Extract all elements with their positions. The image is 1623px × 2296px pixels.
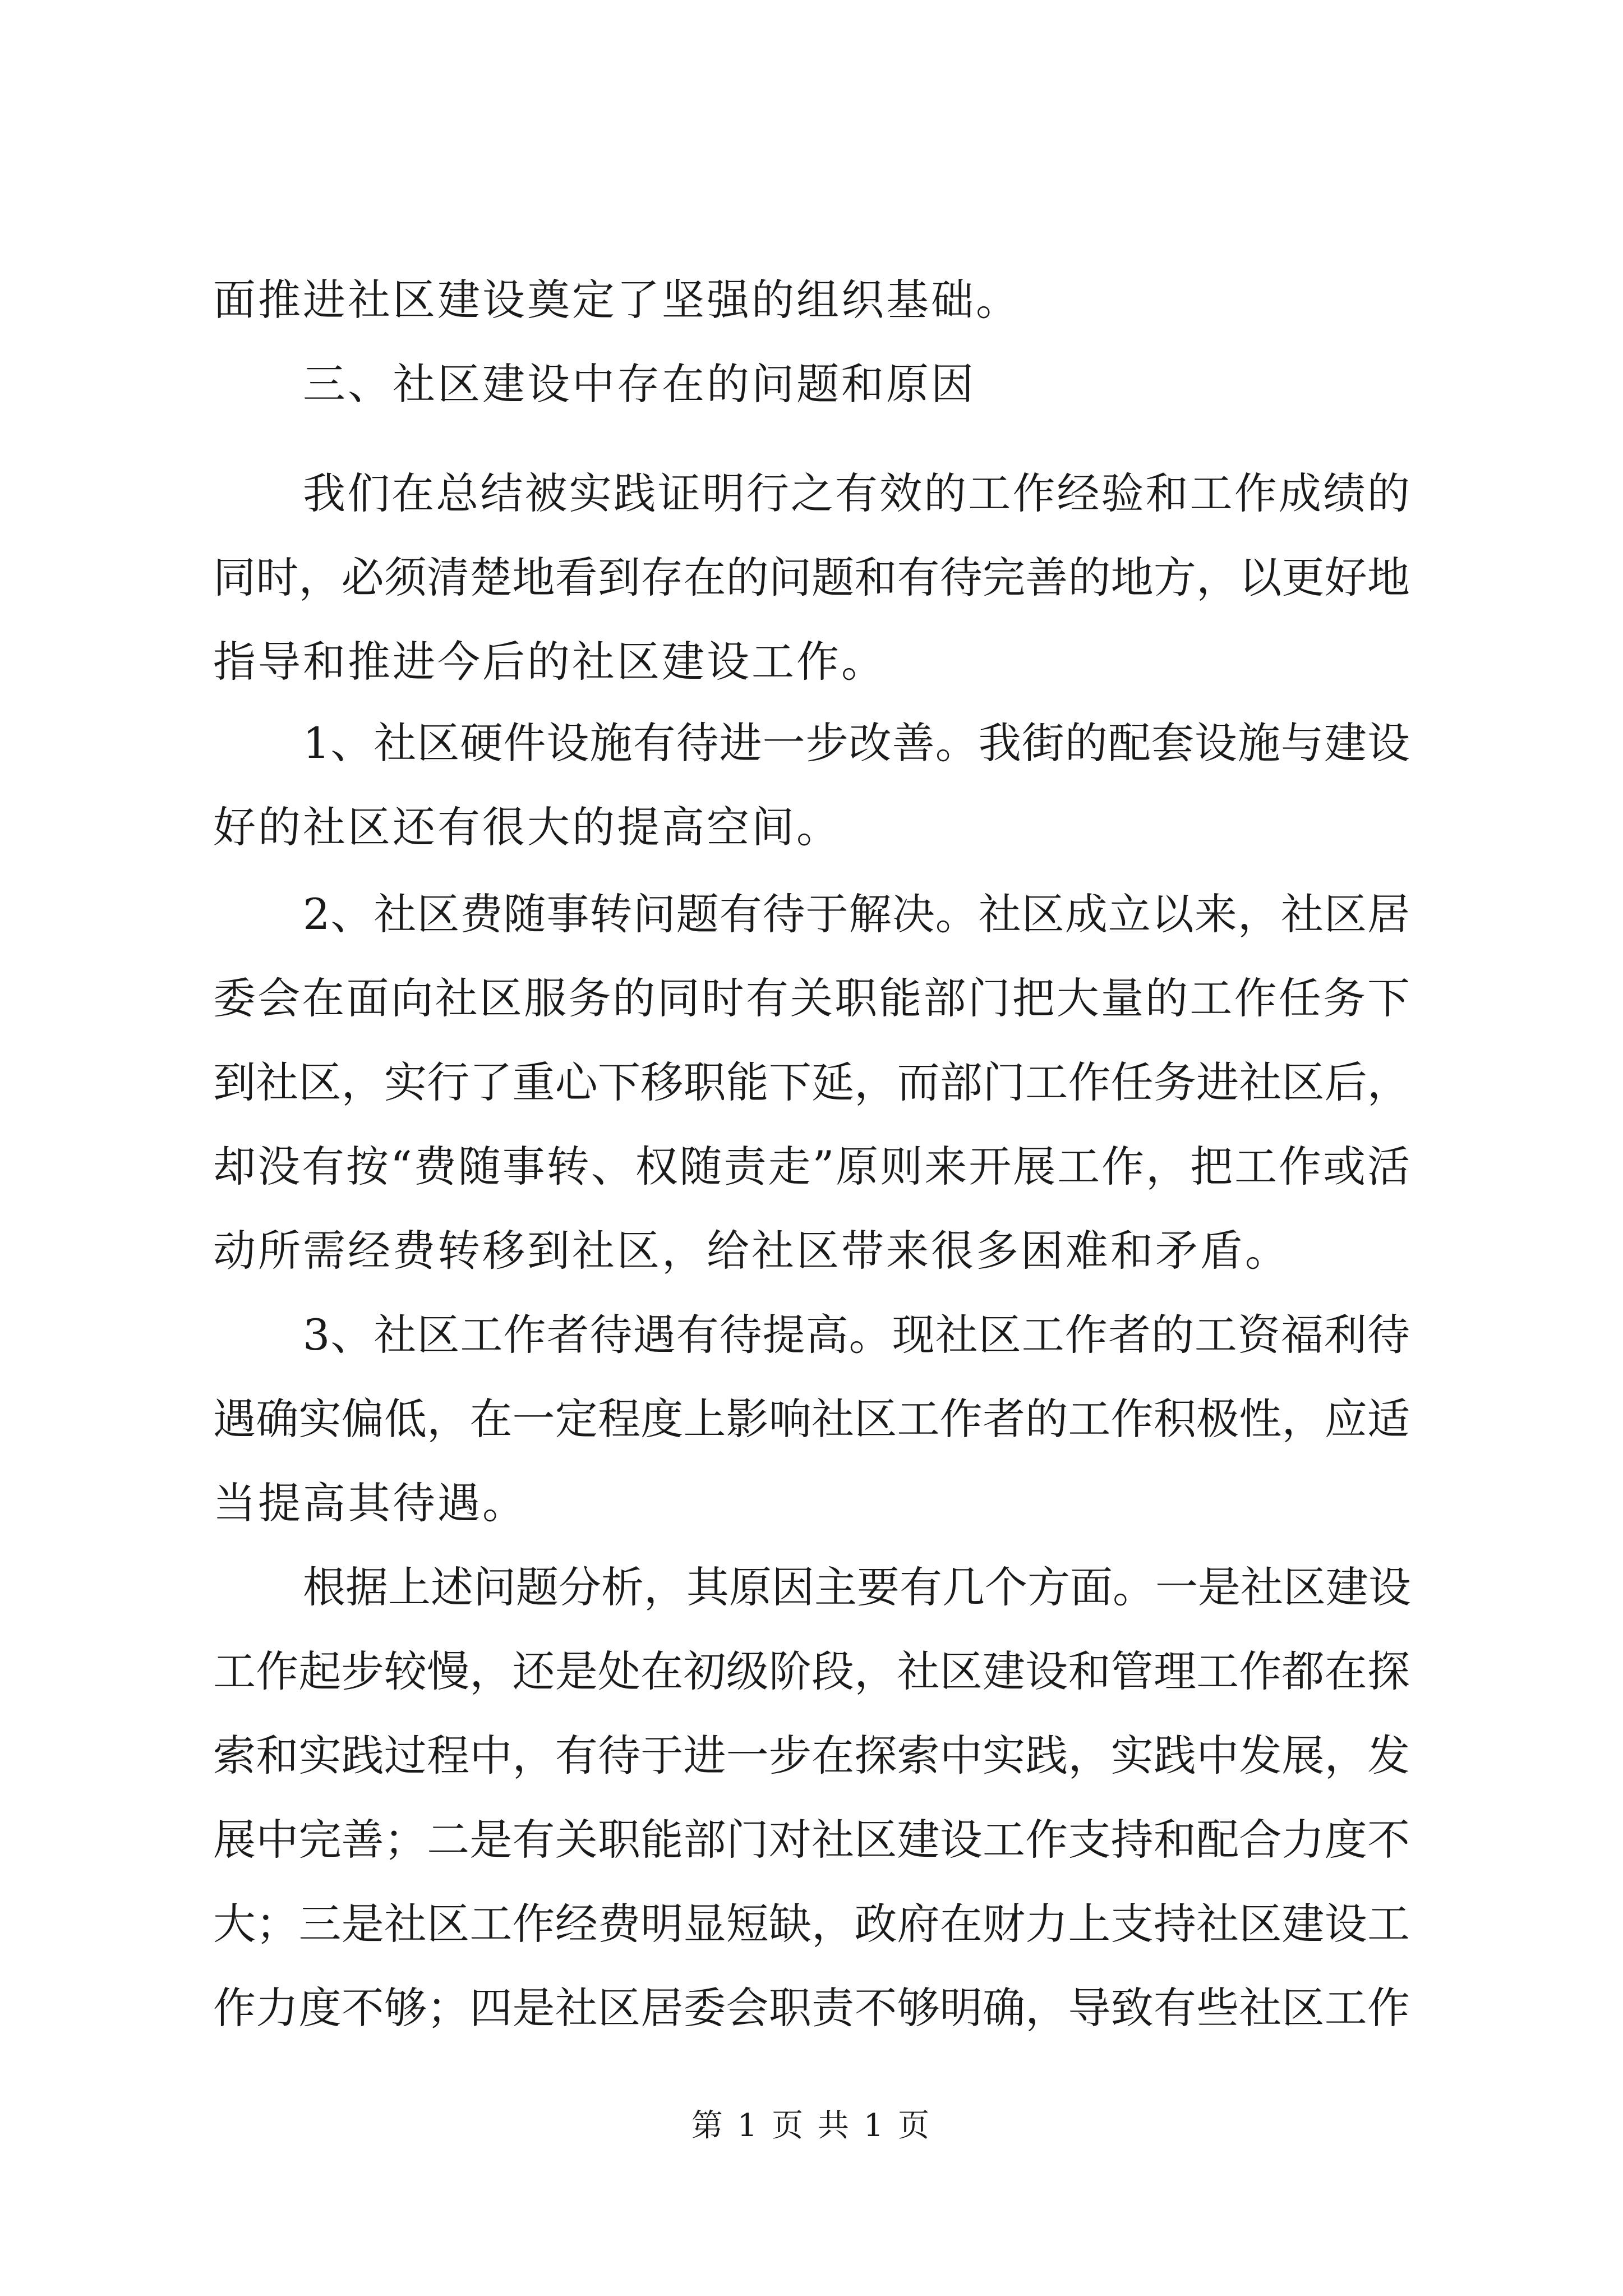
text-line: 指导和推进今后的社区建设工作。 — [213, 637, 886, 687]
text-line: 根据上述问题分析，其原因主要有几个方面。一是社区建设 — [303, 1562, 1411, 1612]
text-line: 3、社区工作者待遇有待提高。现社区工作者的工资福利待 — [303, 1310, 1410, 1360]
text-line: 遇确实偏低，在一定程度上影响社区工作者的工作积极性，应适 — [213, 1394, 1410, 1444]
section-heading: 三、社区建设中存在的问题和原因 — [303, 359, 976, 409]
text-line: 委会在面向社区服务的同时有关职能部门把大量的工作任务下 — [213, 973, 1410, 1023]
text-line: 却没有按“费随事转、权随责走”原则来开展工作，把工作或活 — [213, 1142, 1410, 1191]
text-line: 大；三是社区工作经费明显短缺，政府在财力上支持社区建设工 — [213, 1899, 1410, 1949]
text-line: 2、社区费随事转问题有待于解决。社区成立以来，社区居 — [303, 889, 1410, 939]
text-line: 面推进社区建设奠定了坚强的组织基础。 — [213, 275, 1021, 325]
page-number-footer: 第 1 页 共 1 页 — [691, 2108, 932, 2144]
text-line: 好的社区还有很大的提高空间。 — [213, 802, 841, 852]
text-line: 索和实践过程中，有待于进一步在探索中实践，实践中发展，发 — [213, 1731, 1410, 1780]
text-line: 作力度不够；四是社区居委会职责不够明确，导致有些社区工作 — [213, 1983, 1410, 2033]
text-line: 到社区，实行了重心下移职能下延，而部门工作任务进社区后， — [213, 1057, 1410, 1107]
text-line: 展中完善；二是有关职能部门对社区建设工作支持和配合力度不 — [213, 1815, 1410, 1865]
text-line: 工作起步较慢，还是处在初级阶段，社区建设和管理工作都在探 — [213, 1646, 1410, 1696]
text-line: 动所需经费转移到社区，给社区带来很多困难和矛盾。 — [213, 1226, 1290, 1276]
text-line: 1、社区硬件设施有待进一步改善。我街的配套设施与建设 — [303, 718, 1410, 768]
text-line: 我们在总结被实践证明行之有效的工作经验和工作成绩的 — [303, 468, 1410, 518]
text-line: 当提高其待遇。 — [213, 1478, 527, 1528]
text-line: 同时，必须清楚地看到存在的问题和有待完善的地方，以更好地 — [213, 553, 1410, 602]
